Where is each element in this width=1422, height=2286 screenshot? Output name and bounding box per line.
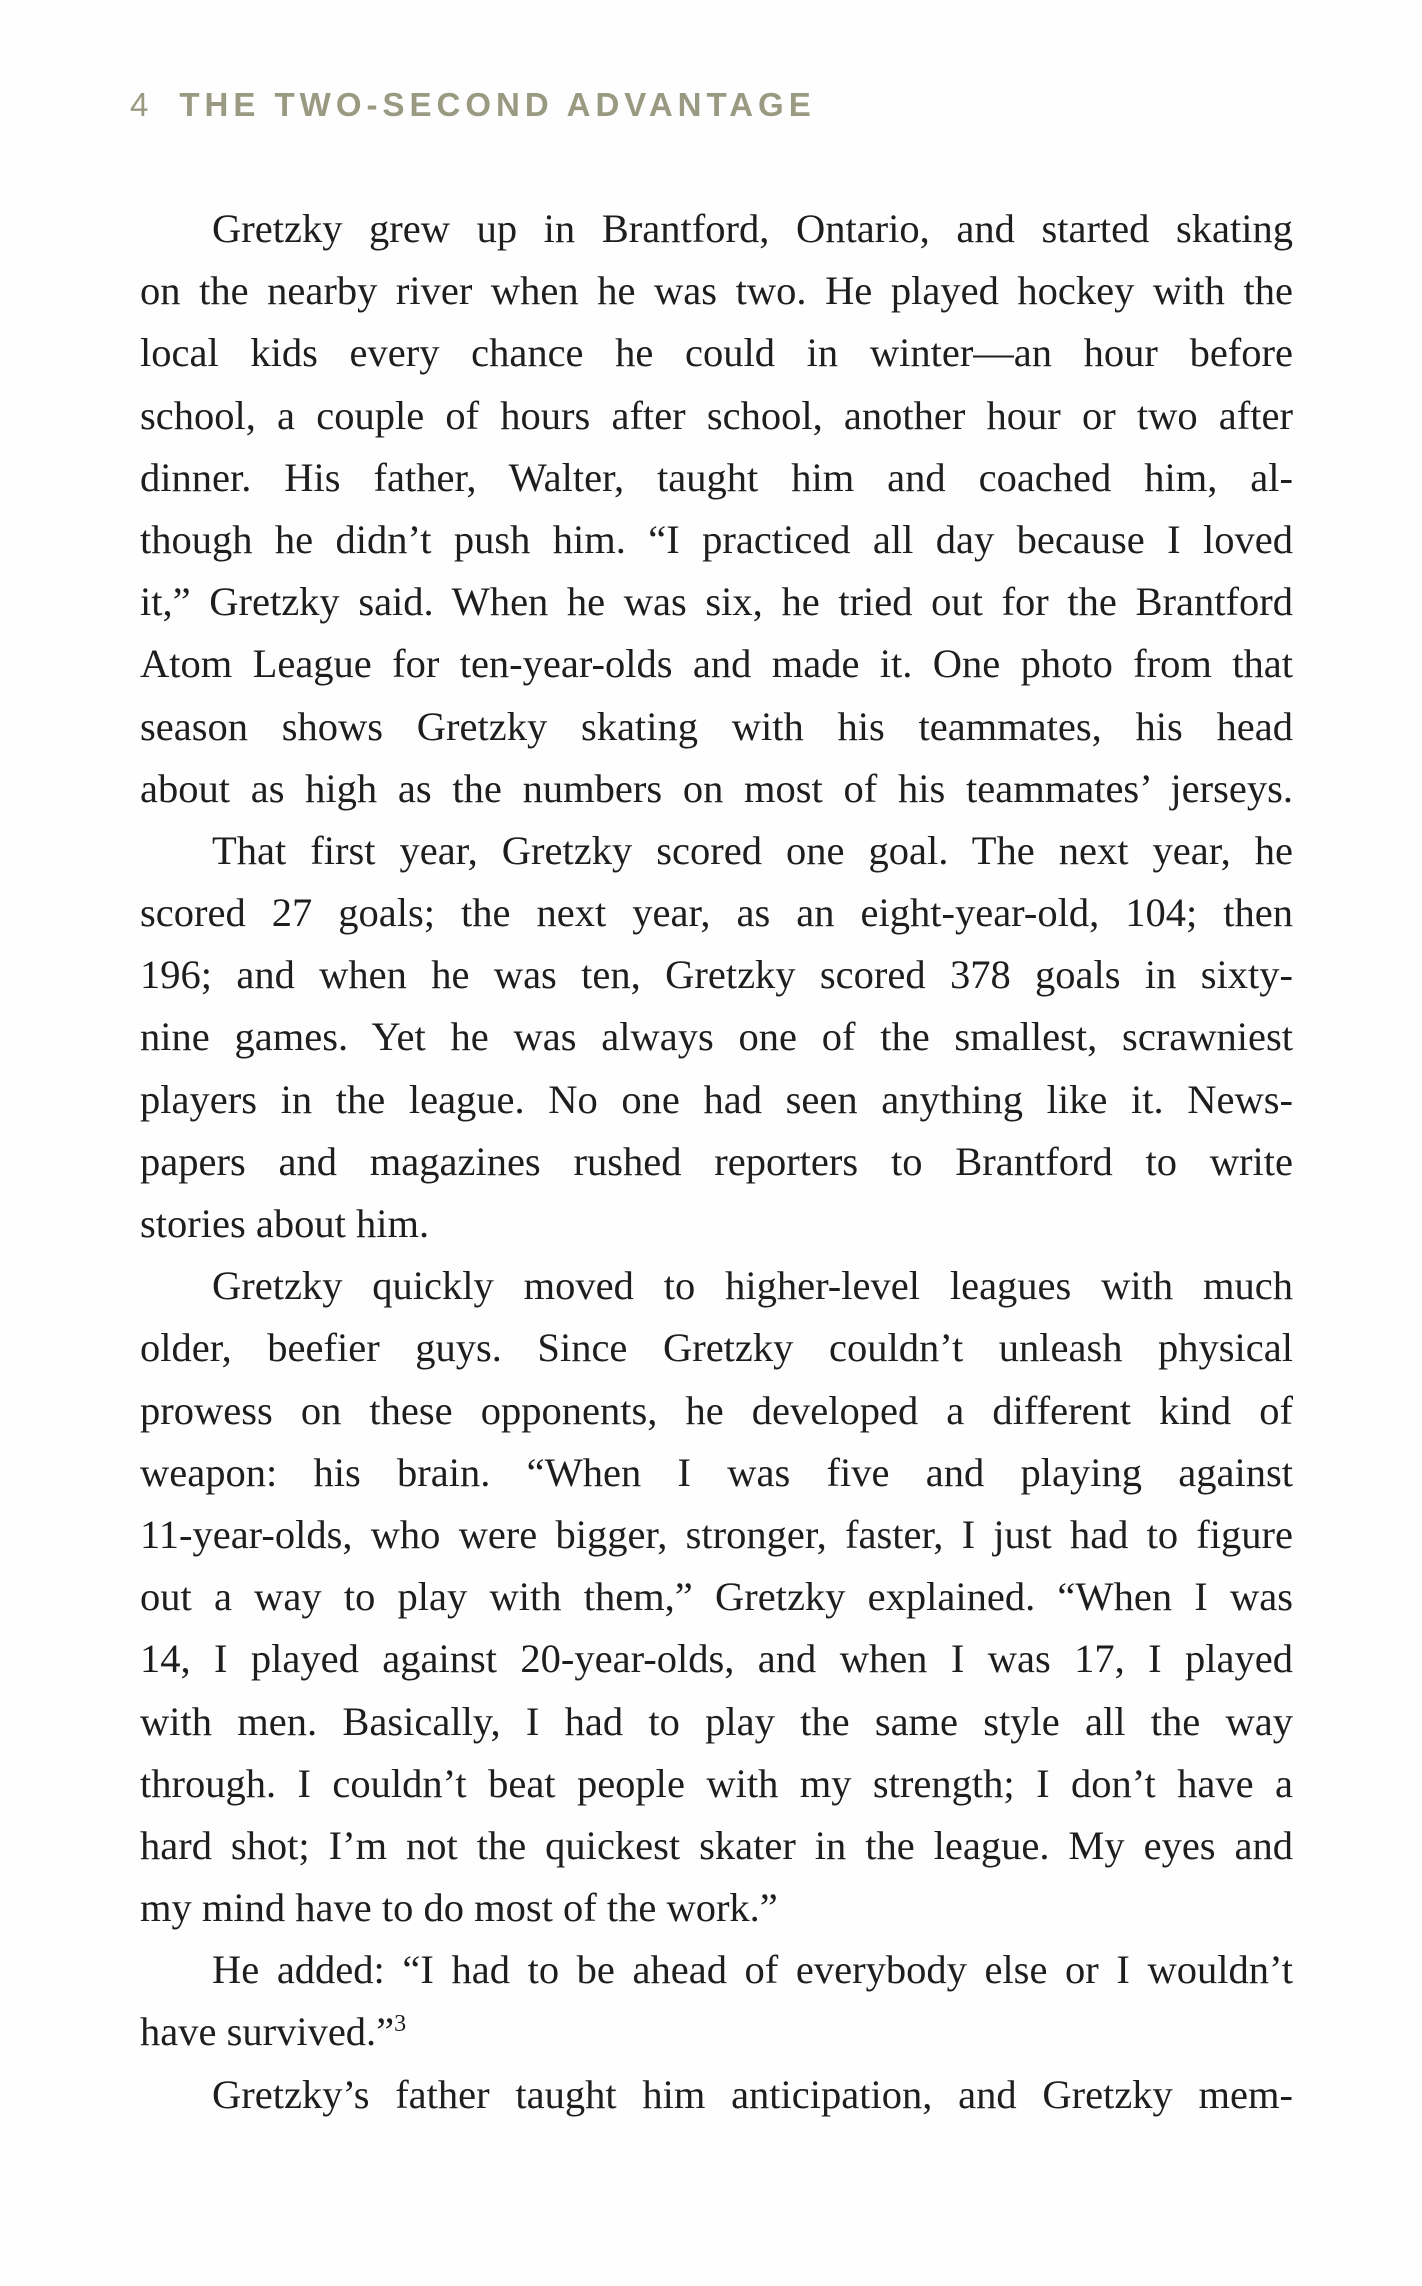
text-line: nine games. Yet he was always one of the smallest, scrawniest	[140, 1014, 1293, 1060]
text-line: He added: “I had to be ahead of everybody else or I wouldn’t	[212, 1947, 1293, 1993]
text-line: on the nearby river when he was two. He played hockey with the	[140, 268, 1293, 314]
text-line: 11-year-olds, who were bigger, stronger, faster, I just had to figure	[140, 1511, 1293, 1557]
text-line: through. I couldn’t beat people with my strength; I don’t have a	[140, 1760, 1293, 1806]
text-line: Gretzky grew up in Brantford, Ontario, and started skating	[212, 206, 1293, 251]
page-number: 4	[130, 86, 154, 123]
text-line: Gretzky quickly moved to higher-level leagues with much	[212, 1263, 1293, 1309]
paragraph-2	[140, 820, 1293, 1255]
text-line: hard shot; I’m not the quickest skater in the league. My eyes and	[140, 1822, 1293, 1868]
text-line: it,” Gretzky said. When he was six, he tried out for the Brantford	[140, 579, 1293, 625]
paragraph-4	[140, 1939, 1293, 2063]
text-line: dinner. His father, Walter, taught him and coached him, al-	[140, 454, 1293, 500]
text-line: season shows Gretzky skating with his teammates, his head	[140, 703, 1293, 749]
text-line: out a way to play with them,” Gretzky explained. “When I was	[140, 1574, 1293, 1620]
running-title: THE TWO-SECOND ADVANTAGE	[179, 86, 816, 123]
text-line: prowess on these opponents, he developed a different kind of	[140, 1387, 1293, 1433]
text-line: though he didn’t push him. “I practiced all day because I loved	[140, 516, 1293, 562]
paragraph-3	[140, 1255, 1293, 1939]
text-line: with men. Basically, I had to play the same style all the way	[140, 1698, 1293, 1744]
text-line: older, beefier guys. Since Gretzky couldn’t unleash physical	[140, 1325, 1293, 1371]
text-line: That first year, Gretzky scored one goal. The next year, he	[212, 827, 1293, 873]
text-line: weapon: his brain. “When I was five and playing against	[140, 1449, 1293, 1495]
text-line: local kids every chance he could in winter—an hour before	[140, 330, 1293, 376]
text-line: Gretzky’s father taught him anticipation, and Gretzky mem-	[212, 2071, 1293, 2117]
footnote-marker: 3	[394, 2011, 407, 2038]
text-line: 14, I played against 20-year-olds, and when I was 17, I played	[140, 1636, 1293, 1682]
running-head	[130, 86, 816, 124]
text-line: scored 27 goals; the next year, as an eight-year-old, 104; then	[140, 890, 1293, 936]
text-line: players in the league. No one had seen anything like it. News-	[140, 1076, 1293, 1122]
text-line-with-footnote	[140, 2001, 1293, 2063]
text-line: have survived.”	[140, 2009, 395, 2055]
text-line: school, a couple of hours after school, another hour or two after	[140, 392, 1293, 438]
paragraph-1	[140, 198, 1293, 820]
text-line: about as high as the numbers on most of his teammates’ jerseys.	[140, 765, 1293, 811]
paragraph-5	[140, 2064, 1293, 2126]
text-line: stories about him.	[140, 1201, 430, 1246]
body-text	[140, 198, 1293, 2126]
text-line: 196; and when he was ten, Gretzky scored 378 goals in sixty-	[140, 952, 1293, 998]
text-line: papers and magazines rushed reporters to Brantford to write	[140, 1138, 1293, 1184]
text-line: Atom League for ten-year-olds and made it. One photo from that	[140, 641, 1293, 687]
text-line: my mind have to do most of the work.”	[140, 1885, 778, 1931]
